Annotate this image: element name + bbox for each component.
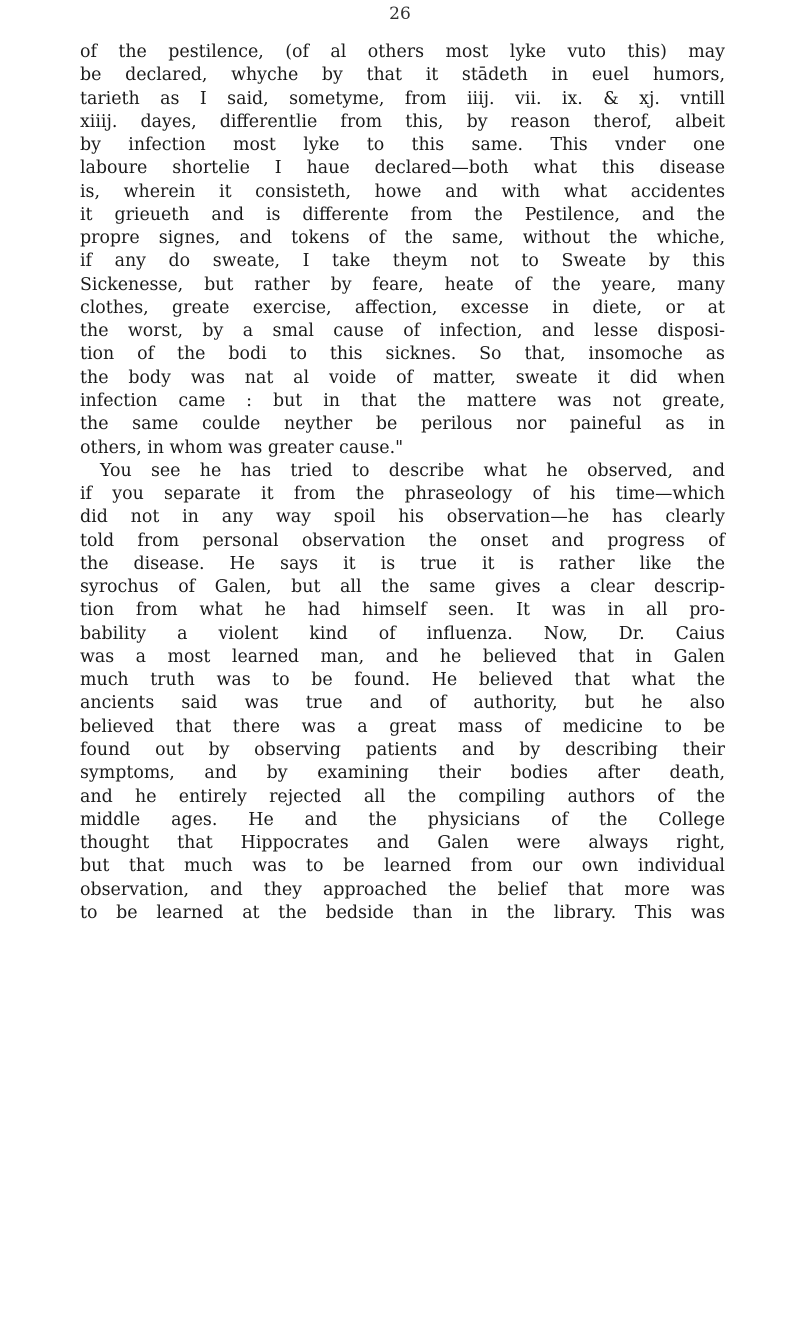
text-line: much truth was to be found. He believed that what the <box>80 670 725 691</box>
text-line: bability a violent kind of influenza. Now, Dr. Caius <box>80 623 725 644</box>
text-line: Sickenesse, but rather by feare, heate of the yeare, many <box>80 274 725 295</box>
text-line: You see he has tried to describe what he observed, and <box>100 460 725 481</box>
text-line: of the pestilence, (of al others most lyke vuto this) may <box>80 42 725 62</box>
page-number: 26 <box>389 4 411 24</box>
text-line: tarieth as I said, sometyme, from iiij. vii. ix. & xj. vntill <box>80 88 725 109</box>
text-line: found out by observing patients and by describing their <box>80 739 725 760</box>
text-line: be declared, whyche by that it stādeth in euel humors, <box>80 65 725 86</box>
text-line: by infection most lyke to this same. This vnder one <box>80 135 725 156</box>
text-line: believed that there was a great mass of medicine to be <box>80 716 725 737</box>
text-line: is, wherein it consisteth, howe and with what accidentes <box>80 181 725 202</box>
text-line: thought that Hippocrates and Galen were always right, <box>80 833 725 854</box>
text-line: syrochus of Galen, but all the same gives a clear descrip- <box>80 577 725 598</box>
text-line: symptoms, and by examining their bodies after death, <box>80 763 725 784</box>
text-line: tion of the bodi to this sicknes. So that, insomoche as <box>80 344 725 365</box>
text-line: infection came : but in that the mattere was not greate, <box>80 390 725 411</box>
text-line: observation, and they approached the belief that more was <box>80 879 725 900</box>
text-line: laboure shortelie I haue declared—both what this disease <box>80 158 725 179</box>
text-line: told from personal observation the onset and progress of <box>80 530 725 551</box>
text-line: to be learned at the bedside than in the library. This was <box>80 902 725 923</box>
text-line: did not in any way spoil his observation—he has clearly <box>80 507 725 528</box>
text-line: the worst, by a smal cause of infection, and lesse disposi- <box>80 321 725 342</box>
text-line: ancients said was true and of authority, but he also <box>80 693 725 714</box>
text-line: was a most learned man, and he believed that in Galen <box>80 646 725 667</box>
text-line: if you separate it from the phraseology of his time—which <box>80 484 725 505</box>
text-line: if any do sweate, I take theym not to Sweate by this <box>80 251 725 272</box>
text-line: the same coulde neyther be perilous nor paineful as in <box>80 414 725 435</box>
paragraph-quote-continuation <box>80 41 725 460</box>
paragraph-commentary <box>80 460 725 925</box>
text-line: the body was nat al voide of matter, sweate it did when <box>80 367 725 388</box>
body-text <box>80 41 725 925</box>
text-line: propre signes, and tokens of the same, without the whiche, <box>80 228 725 249</box>
text-line: xiiij. dayes, differentlie from this, by reason therof, albeit <box>80 111 725 132</box>
text-line: the disease. He says it is true it is rather like the <box>80 553 725 574</box>
text-line: others, in whom was greater cause." <box>80 437 404 458</box>
text-line: but that much was to be learned from our own individual <box>80 856 725 877</box>
text-line: tion from what he had himself seen. It was in all pro- <box>80 600 725 621</box>
text-line: and he entirely rejected all the compiling authors of the <box>80 786 725 807</box>
text-line: clothes, greate exercise, affection, excesse in diete, or at <box>80 297 725 318</box>
text-line: middle ages. He and the physicians of the College <box>80 809 725 830</box>
text-line: it grieueth and is differente from the Pestilence, and the <box>80 204 725 225</box>
